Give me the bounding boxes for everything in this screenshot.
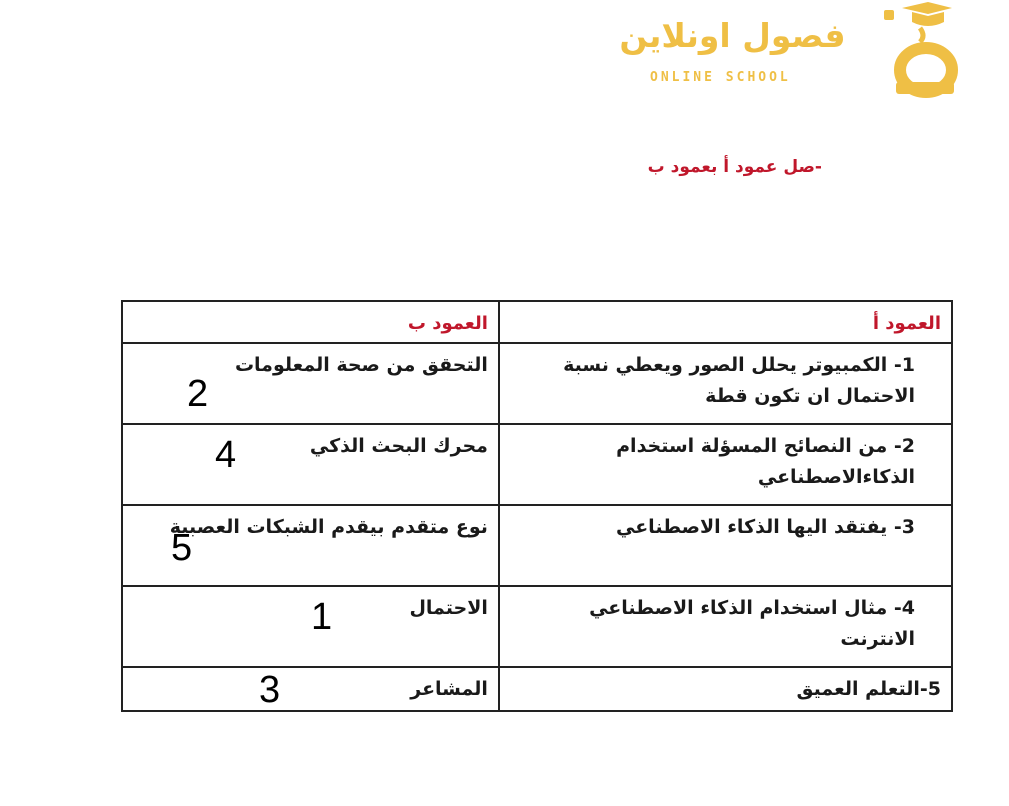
logo-arabic-name: فصول اونلاين	[619, 16, 846, 55]
table-row	[122, 343, 952, 424]
column-b-cell	[122, 343, 499, 424]
column-a-text: 5-التعلم العميق	[796, 677, 941, 700]
column-b-text: محرك البحث الذكي	[309, 435, 488, 458]
column-b-cell	[122, 505, 499, 586]
column-a-text: 4- مثال استخدام الذكاء الاصطناعي الانترنت	[589, 596, 915, 650]
logo-english-name: ONLINE SCHOOL	[650, 70, 791, 85]
instruction-text: -صل عمود أ بعمود ب	[647, 157, 822, 177]
column-a-text: 2- من النصائح المسؤلة استخدام الذكاءالاصطناعي	[616, 435, 915, 489]
column-b-cell	[122, 586, 499, 667]
table-row	[122, 667, 952, 711]
column-a-cell	[499, 667, 952, 711]
column-b-text: التحقق من صحة المعلومات	[234, 354, 488, 377]
column-b-text: الاحتمال	[409, 596, 488, 619]
handwritten-answer: 1	[311, 595, 333, 638]
table-header-row	[122, 301, 952, 343]
handwritten-answer: 4	[215, 434, 237, 477]
table-row	[122, 424, 952, 505]
handwritten-answer: 3	[259, 668, 281, 711]
header-column-a: العمود أ	[499, 301, 952, 343]
column-a-text: 3- يفتقد اليها الذكاء الاصطناعي	[615, 515, 915, 538]
table-row	[122, 586, 952, 667]
school-logo	[610, 0, 980, 100]
graduate-logo-icon	[880, 0, 960, 98]
table-row	[122, 505, 952, 586]
matching-table	[121, 300, 953, 712]
column-a-cell	[499, 586, 952, 667]
column-a-cell	[499, 505, 952, 586]
column-b-text: نوع متقدم بيقدم الشبكات العصبية	[169, 515, 488, 538]
handwritten-answer: 2	[187, 373, 209, 416]
column-b-text: المشاعر	[410, 677, 488, 700]
column-b-cell	[122, 424, 499, 505]
column-a-text: 1- الكمبيوتر يحلل الصور ويعطي نسبة الاحتمال ان تكون قطة	[563, 354, 915, 408]
column-b-cell	[122, 667, 499, 711]
column-a-cell	[499, 424, 952, 505]
column-a-cell	[499, 343, 952, 424]
header-column-b: العمود ب	[122, 301, 499, 343]
handwritten-answer: 5	[171, 526, 193, 569]
